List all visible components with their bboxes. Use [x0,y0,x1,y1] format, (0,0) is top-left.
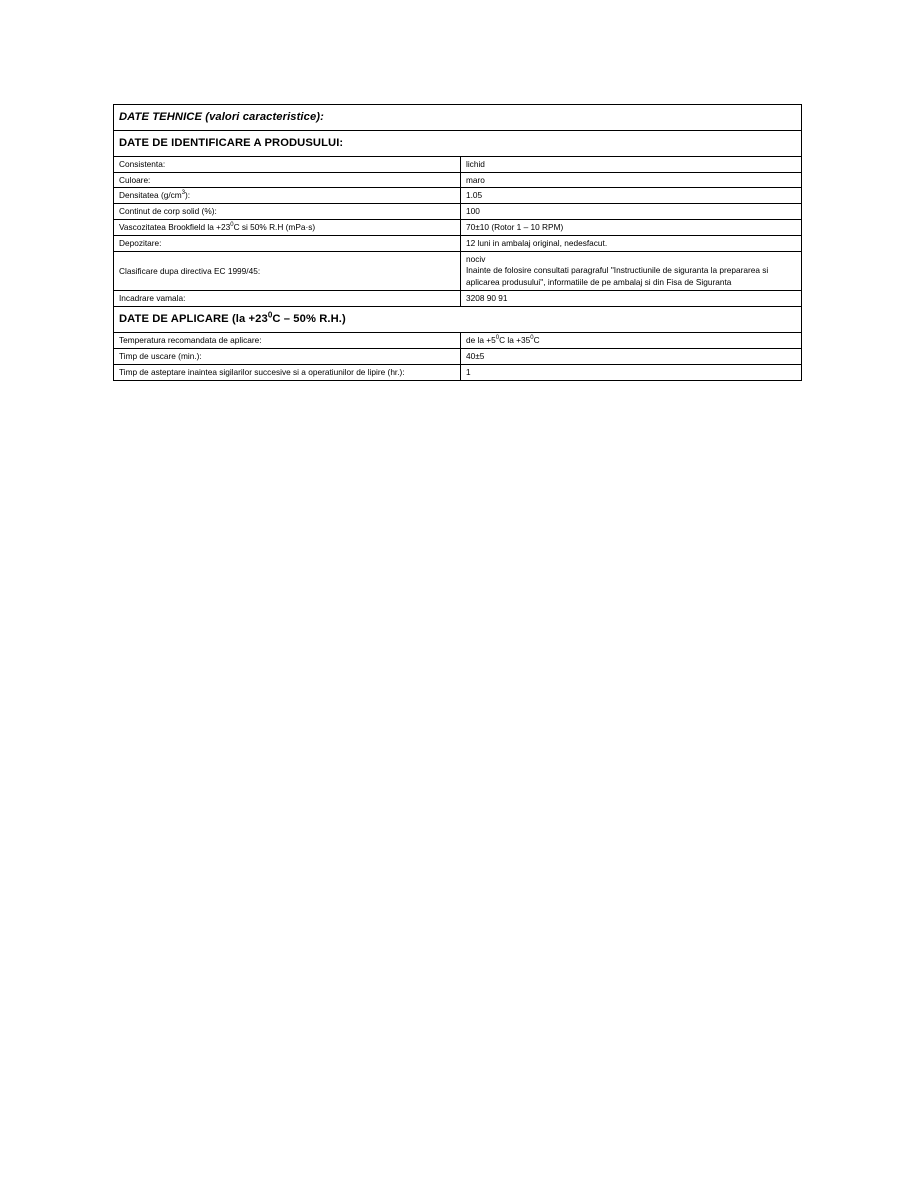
clasificare-line1: nociv [466,254,486,265]
row-label-densitatea [114,188,461,204]
section-title-suffix: C – 50% R.H.) [272,312,346,325]
value-text-prefix: de la +5 [466,334,496,345]
row-label-vascozitate [114,220,461,236]
table-row [114,172,802,188]
row-value-incadrare-vamala: 3208 90 91 [461,291,802,307]
table-row [114,364,802,380]
table-row [114,236,802,252]
clasificare-line2: Inainte de folosire consultati paragraful "Instructiunile de siguranta la prepararea si aplicarea produsului", informatiile de pe ambalaj si din Fisa de Siguranta [466,265,769,287]
row-label-temperatura: Temperatura recomandata de aplicare: [114,332,461,348]
value-text-suffix: C [533,334,540,345]
technical-data-table [113,104,802,381]
table-row [114,332,802,348]
table-row [114,156,802,172]
row-value-timp-uscare: 40±5 [461,348,802,364]
table-row [114,220,802,236]
value-superscript-2: 0 [530,334,534,341]
row-value-densitatea: 1.05 [461,188,802,204]
row-value-clasificare [461,252,802,291]
value-superscript-1: 0 [495,334,500,341]
table-section-header-technical [114,105,802,131]
row-label-consistenta: Consistenta: [114,156,461,172]
row-value-depozitare: 12 luni in ambalaj original, nedesfacut. [461,236,802,252]
label-superscript: 3 [181,190,186,197]
section-title-identification: DATE DE IDENTIFICARE A PRODUSULUI: [114,130,802,156]
table-section-header-identification [114,130,802,156]
row-value-culoare: maro [461,172,802,188]
row-label-culoare: Culoare: [114,172,461,188]
row-label-corp-solid: Continut de corp solid (%): [114,204,461,220]
label-text-suffix: ): [185,190,191,201]
row-label-clasificare: Clasificare dupa directiva EC 1999/45: [114,252,461,291]
row-value-temperatura [461,332,802,348]
table-section-header-application [114,306,802,332]
table-row [114,348,802,364]
table-row [114,204,802,220]
table-row [114,252,802,291]
table-row [114,188,802,204]
row-value-corp-solid: 100 [461,204,802,220]
row-label-timp-asteptare: Timp de asteptare inaintea sigilarilor succesive si a operatiunilor de lipire (hr.): [114,364,461,380]
row-value-timp-asteptare: 1 [461,364,802,380]
row-label-incadrare-vamala: Incadrare vamala: [114,291,461,307]
label-text-prefix: Densitatea (g/cm [119,190,182,201]
label-text-suffix: C si 50% R.H (mPa·s) [233,222,316,233]
row-value-consistenta: lichid [461,156,802,172]
row-value-vascozitate: 70±10 (Rotor 1 – 10 RPM) [461,220,802,236]
section-title-prefix: DATE DE APLICARE (la +23 [119,312,268,325]
row-label-timp-uscare: Timp de uscare (min.): [114,348,461,364]
value-text-mid: C la +35 [499,334,531,345]
label-superscript: 0 [230,222,234,229]
section-title-superscript: 0 [267,310,273,320]
row-label-depozitare: Depozitare: [114,236,461,252]
label-text-prefix: Vascozitatea Brookfield la +23 [119,222,231,233]
table-row [114,291,802,307]
section-title-technical: DATE TEHNICE (valori caracteristice): [114,105,802,131]
section-title-application [114,306,802,332]
